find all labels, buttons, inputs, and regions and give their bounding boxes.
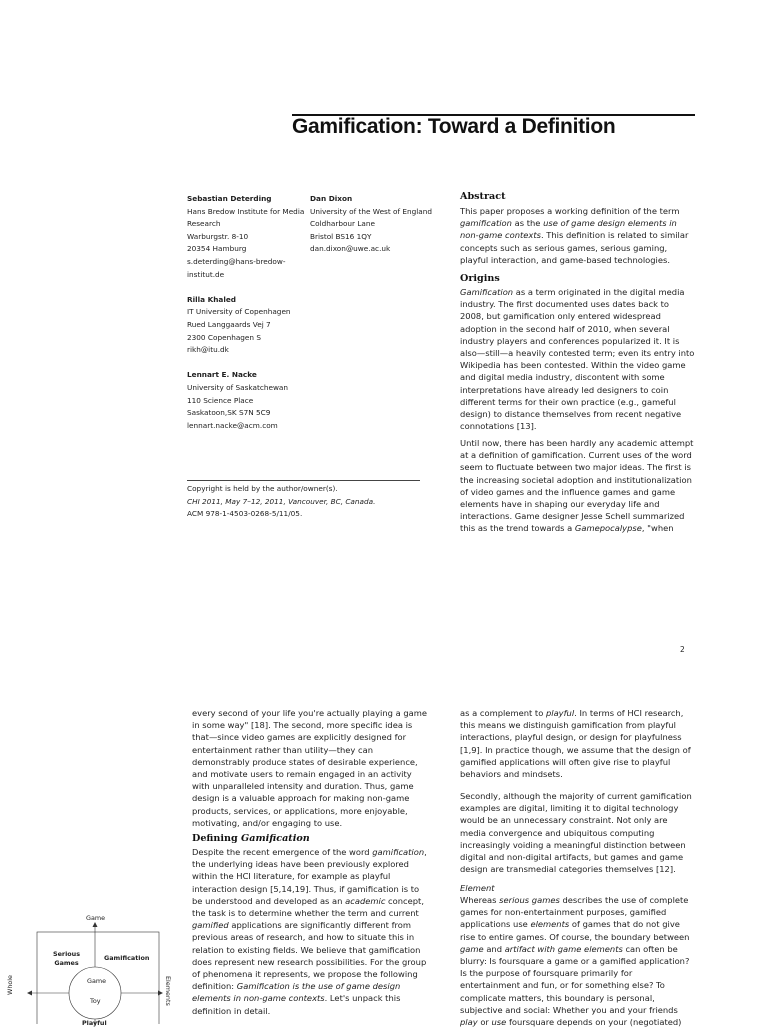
text-line: Is the purpose of foursquare primarily for [460, 968, 633, 979]
text-line: would be an unnecessary constraint. Not only are [460, 815, 668, 826]
text-line: elements have in shaping our everyday life and [460, 499, 660, 510]
text-line: seem to fluctuate between two major ideas. The first is [460, 462, 691, 473]
author-affiliation: Research [187, 219, 221, 229]
author-email: institut.de [187, 269, 225, 279]
author-name: Dan Dixon [310, 194, 353, 203]
defining-heading-text: Defining [192, 833, 242, 844]
gamification-diagram [0, 900, 190, 1027]
author-address: 20354 Hamburg [187, 244, 247, 254]
text-line: interpretations have already led designers to coin [460, 384, 669, 395]
text-line: at a definition of gamification. Current uses of the word [460, 450, 692, 461]
text-run: . This definition is related to similar [540, 230, 689, 241]
text-line [460, 918, 689, 930]
author-affiliation: Hans Bredow Institute for Media [187, 206, 305, 216]
emphasis: non-game contexts [460, 230, 541, 241]
page-number: 2 [680, 645, 685, 654]
author-name: Lennart E. Nacke [187, 370, 257, 380]
text-run: applications use [460, 919, 531, 930]
diagram-arrow-up [93, 922, 98, 927]
emphasis: elements [530, 919, 570, 930]
text-line [460, 707, 691, 719]
text-line: definition in detail. [192, 1005, 271, 1016]
text-run: as a complement to [460, 708, 546, 718]
text-line: with unparalleled intensity and duration. Thus, game [192, 781, 414, 792]
emphasis: elements in non-game contexts [192, 993, 325, 1004]
body-paragraph [192, 707, 427, 829]
text-line [460, 229, 688, 241]
diagram-label-serious-line: Serious [53, 950, 81, 958]
text-run: can often be [622, 943, 678, 954]
author-email: s.deterding@hans-bredow- [187, 256, 286, 266]
text-line: that—since video games are explicitly designed for [192, 732, 407, 743]
subsection-label: Element [460, 883, 495, 893]
text-line: of video games and the influence games and game [460, 486, 676, 497]
text-line: entertainment and fun, or for something else? To [460, 980, 665, 991]
text-line: within the HCI literature, for example as playful [192, 871, 391, 882]
emphasis: gamification [460, 218, 512, 229]
text-run: or [477, 1017, 492, 1028]
author-address: Warburgstr. 8-10 [187, 231, 249, 241]
text-run: Despite the recent emergence of the word [192, 847, 373, 857]
emphasis: serious games [499, 895, 560, 905]
text-line: This paper proposes a working definition of the term [460, 206, 680, 216]
text-run: describes the use of complete [559, 895, 689, 905]
text-line: design) to distance themselves from recent negative [460, 409, 682, 420]
emphasis: game [460, 943, 484, 954]
text-run: and [483, 943, 505, 954]
author-address: Bristol BS16 1QY [310, 231, 372, 241]
text-line: entertainment rather than utility—they can [192, 744, 373, 755]
diagram-label-center-top: Game [87, 977, 107, 985]
text-line [460, 217, 688, 229]
diagram-label-serious-games [53, 950, 80, 967]
text-line: the task is to determine whether the term and current [192, 908, 419, 919]
text-line: the increasing societal adoption and institutionalization [460, 474, 692, 485]
text-run: concept, [385, 895, 424, 906]
author-block [187, 193, 309, 432]
copyright-line: ACM 978-1-4503-0268-5/11/05. [187, 509, 303, 519]
text-line: Until now, there has been hardly any academic attempt [460, 438, 694, 448]
text-line: and digital media industry, discontent with some [460, 372, 665, 383]
text-line: subjective and social: Whether you and your friends [460, 1004, 678, 1015]
author-address: 110 Science Place [187, 395, 254, 405]
copyright-rule [187, 480, 420, 481]
text-line [192, 992, 427, 1004]
author-address: Coldharbour Lane [310, 219, 376, 229]
author-name: Rilla Khaled [187, 294, 237, 304]
text-line: blurry: Is foursquare a game or a gamified application? [460, 956, 690, 967]
text-line [460, 1016, 689, 1028]
text-line: digital and non-digital artifacts, but games and game [460, 852, 684, 863]
author-address: Rued Langgaards Vej 7 [187, 319, 271, 329]
text-line [192, 980, 427, 992]
text-line: products, services, or applications, more enjoyable, [192, 805, 408, 816]
text-run: , "when [641, 523, 674, 534]
author-address: Saskatoon,SK S7N 5C9 [187, 408, 271, 418]
emphasis: use [491, 1017, 507, 1028]
emphasis: gamification [372, 847, 425, 857]
text-line: industry players and conferences popularized it. It is [460, 335, 680, 346]
author-name: Sebastian Deterding [187, 194, 272, 203]
author-affiliation: IT University of Copenhagen [187, 307, 291, 317]
text-run: as the [511, 218, 544, 229]
body-paragraph [460, 707, 691, 780]
author-address: 2300 Copenhagen S [187, 332, 261, 342]
text-line: and motivate users to remain engaged in an activity [192, 769, 412, 780]
emphasis: use of game design elements in [543, 218, 677, 229]
text-line: design is a valuable approach for making non-game [192, 793, 410, 804]
text-line: media convergence and ubiquitous computing [460, 827, 655, 838]
origins-heading: Origins [460, 273, 500, 284]
emphasis: Gamification is the use of game design [236, 981, 401, 992]
text-line: motivating, and/or engaging to use. [192, 817, 343, 828]
text-run: of games that do not give [569, 919, 680, 930]
text-line: demonstrably produce states of desirable experience, [192, 756, 418, 767]
text-run: this as the trend towards a [460, 523, 575, 534]
diagram-label-top: Game [86, 914, 106, 922]
text-run: as a term originated in the digital media [513, 287, 685, 297]
text-run: . In terms of HCI research, [574, 708, 684, 718]
diagram-label-center-bottom: Toy [90, 997, 101, 1005]
copyright-block [187, 483, 427, 521]
text-line: gamified applications will often give rise to playful [460, 756, 671, 767]
text-line: previous areas of research, and how to situate this in [192, 932, 415, 943]
copyright-line: Copyright is held by the author/owner(s). [187, 484, 338, 493]
author-affiliation: University of Saskatchewan [187, 382, 289, 392]
text-line: does represent new research possibilities. For the group [192, 956, 427, 967]
text-line: rise to entire games. Of course, the boundary between [460, 931, 690, 942]
author-email: dan.dixon@uwe.ac.uk [310, 244, 391, 254]
defining-heading [192, 833, 310, 844]
text-run: definition: [192, 981, 237, 992]
paper-title: Gamification: Toward a Definition [292, 115, 616, 138]
text-line: in some way" [18]. The second, more specific idea is [192, 720, 413, 731]
author-email: lennart.nacke@acm.com [187, 420, 278, 430]
author-block [310, 193, 440, 256]
text-line [192, 895, 427, 907]
diagram-arrow-right [158, 991, 163, 996]
text-line: connotations [13]. [460, 421, 537, 432]
text-run: Whereas [460, 895, 500, 905]
text-line: behaviors and mindsets. [460, 769, 563, 780]
origins-paragraph [460, 437, 693, 535]
text-line: games for non-entertainment purposes, gamified [460, 907, 667, 918]
emphasis: play [460, 1017, 478, 1028]
text-line: interactions, playful design, or design for playfulness [460, 732, 682, 743]
text-line [460, 286, 694, 298]
text-line: interaction design [5,14,19]. Thus, if gamification is to [192, 883, 420, 894]
text-line: complicate matters, this boundary is personal, [460, 992, 655, 1003]
text-line [192, 846, 427, 858]
origins-paragraph [460, 286, 694, 432]
author-affiliation: University of the West of England [310, 206, 433, 216]
text-line: this means we distinguish gamification from playful [460, 720, 676, 731]
diagram-arrow-left [27, 991, 32, 996]
text-run: applications are significantly different from [228, 920, 412, 931]
text-line: [1,9]. In practice though, we assume that the design of [460, 744, 691, 755]
abstract-text [460, 205, 688, 266]
text-line: Secondly, although the majority of current gamification [460, 791, 692, 801]
text-line: the underlying ideas have been previously explored [192, 859, 409, 870]
text-line: adoption in the second half of 2010, when several [460, 323, 670, 334]
emphasis: Gamification [460, 287, 514, 297]
emphasis: Gamepocalypse [574, 523, 642, 534]
emphasis: academic [345, 895, 386, 906]
text-line: also—still—a heavily contested term; even its entry into [460, 348, 695, 359]
defining-heading-term: Gamification [241, 833, 310, 844]
text-run: . Let's unpack this [324, 993, 401, 1004]
abstract-heading: Abstract [460, 191, 506, 202]
text-line: of phenomena it represents, we propose the following [192, 969, 418, 980]
text-line: design are transmedial categories themselves [12]. [460, 864, 676, 875]
emphasis: artifact with game elements [504, 943, 623, 954]
text-line: 2008, but gamification only entered widespread [460, 311, 661, 322]
diagram-label-bottom: Playful [82, 1019, 107, 1027]
body-paragraph [460, 894, 689, 1028]
text-line: Wikipedia has been contested. Within the video game [460, 360, 686, 371]
diagram-label-games-line: Games [54, 958, 79, 967]
body-paragraph [192, 846, 427, 1017]
text-line: examples are digital, limiting it to digital technology [460, 803, 679, 814]
diagram-label-right: Elements [164, 976, 172, 1006]
text-line: interactions. Game designer Jesse Schell summarized [460, 511, 685, 522]
text-line: every second of your life you're actually playing a game [192, 708, 428, 718]
diagram-center-circle [69, 967, 121, 1019]
author-email: rikh@itu.dk [187, 345, 229, 355]
body-paragraph [460, 790, 692, 875]
text-line: increasingly voiding a meaningful distinction between [460, 839, 686, 850]
text-run: be understood and developed as an [192, 895, 346, 906]
text-line: playful interaction, and game-based technologies. [460, 254, 671, 265]
text-line: relation to existing fields. We believe that gamification [192, 944, 421, 955]
text-line [460, 522, 693, 534]
text-line [192, 919, 427, 931]
emphasis: gamified [192, 920, 229, 931]
text-run: foursquare depends on your (negotiated) [506, 1017, 682, 1028]
emphasis: playful [545, 708, 575, 718]
text-run: , [424, 847, 427, 857]
text-line: concepts such as serious games, serious gaming, [460, 242, 668, 253]
text-line [460, 894, 689, 906]
text-line [460, 943, 689, 955]
copyright-line: CHI 2011, May 7–12, 2011, Vancouver, BC, Canada. [187, 496, 376, 506]
text-line: industry. The first documented uses dates back to [460, 299, 670, 310]
diagram-label-gamification: Gamification [104, 954, 150, 962]
diagram-label-left: Whole [6, 975, 14, 995]
text-line: different terms for their own practice (e.g., gameful [460, 396, 676, 407]
